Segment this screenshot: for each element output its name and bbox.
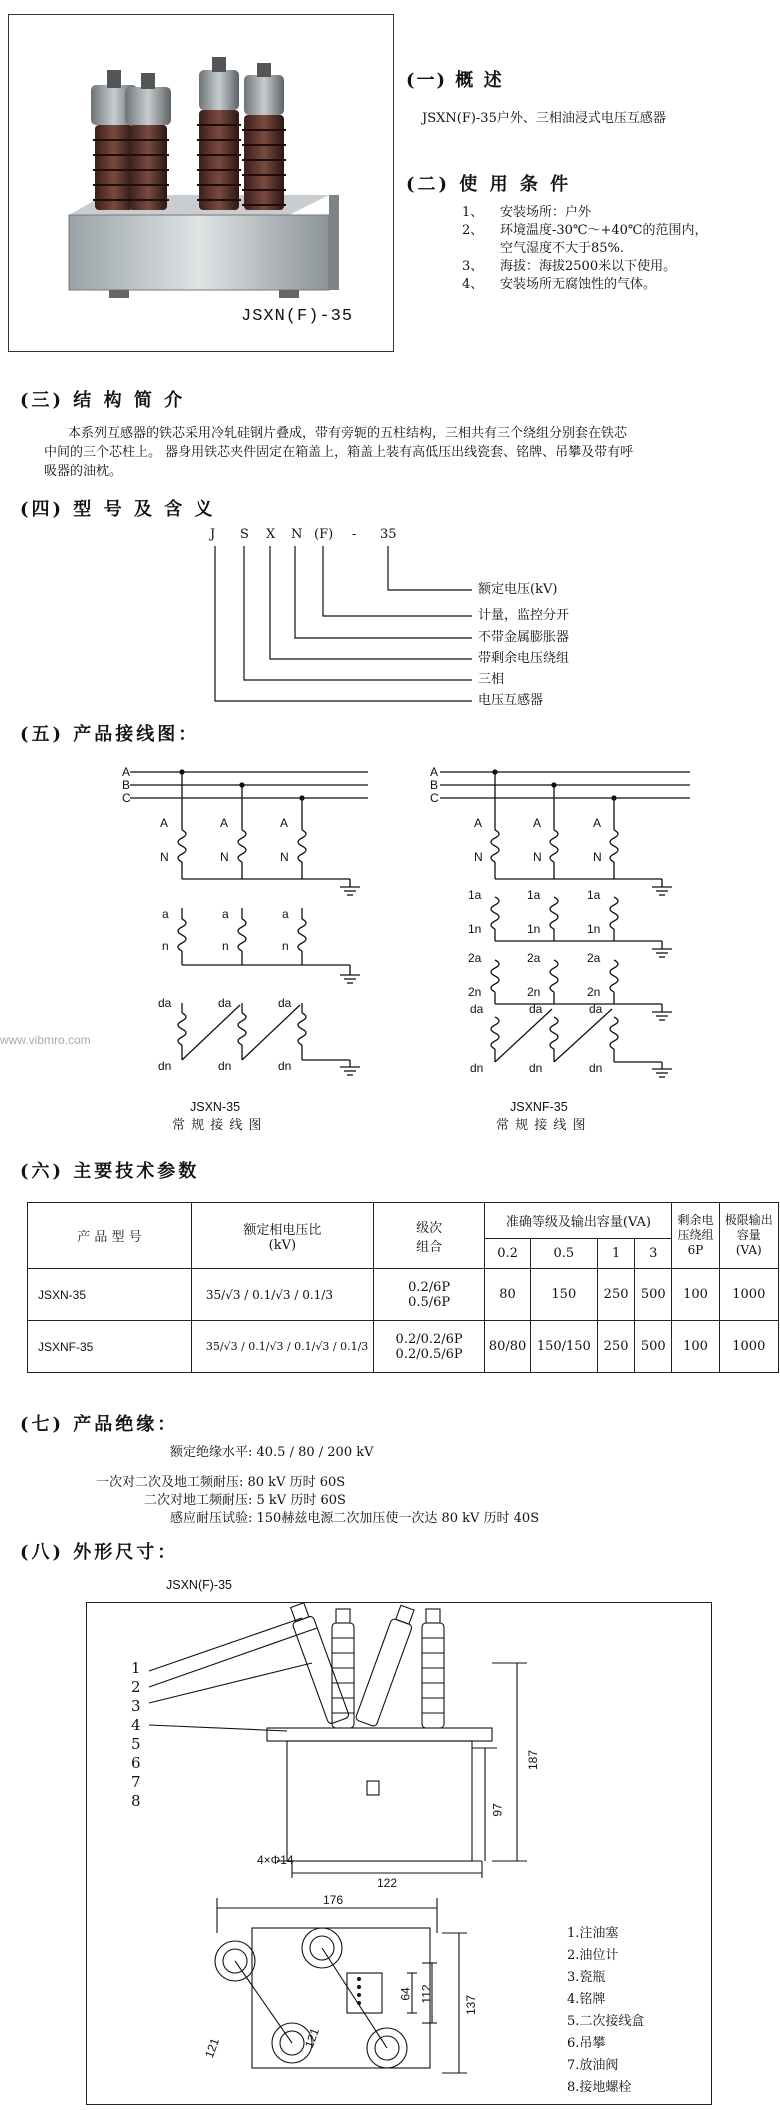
wiring-diagrams (0, 755, 780, 1145)
dim-121-a: 121 (202, 2036, 223, 2060)
header-residual: 剩余电压绕组 6P (672, 1203, 719, 1269)
right-sec1-a: 1a (527, 888, 541, 902)
left-secondary-a: a (222, 907, 229, 921)
section5-heading: (五) 产品接线图： (20, 724, 200, 745)
col-0-5: 0.5 (530, 1239, 597, 1269)
section3-heading: (三) 结 构 简 介 (20, 390, 186, 411)
left-primary-a: A (220, 816, 229, 830)
watermark: www.vibmro.com (0, 1033, 91, 1047)
meaning-metering: 计量，监控分开 (478, 608, 570, 623)
letter-x: X (266, 527, 276, 542)
dim-137: 137 (464, 1994, 479, 2016)
spec-table (27, 1202, 779, 1373)
condition-item: 3、 海拔：海拔2500米以下使用。 (462, 259, 677, 274)
legend-item: 7.放油阀 (567, 2058, 619, 2073)
right-sec2-a: 2a (468, 951, 482, 965)
letter-n: N (291, 527, 303, 542)
dim-122: 122 (377, 1876, 398, 1890)
right-sec1-n: 1n (527, 922, 541, 936)
structure-para-1: 本系列互感器的铁芯采用冷轧硅钢片叠成，带有旁轭的五柱结构，三相共有三个绕组分别套在铁芯 (68, 426, 628, 441)
meaning-residual: 带剩余电压绕组 (478, 651, 570, 666)
meaning-rated-voltage: 额定电压(kV) (478, 582, 558, 597)
header-model: 产 品 型 号 (28, 1203, 192, 1269)
right-sec2-n: 2n (527, 985, 541, 999)
section2-heading: (二) 使 用 条 件 (406, 174, 572, 195)
parts-legend (567, 1923, 644, 2099)
header-limit: 极限输出容量 (VA) (719, 1203, 778, 1269)
phase-b-label: B (430, 778, 439, 792)
legend-item: 6.吊攀 (567, 2036, 606, 2051)
dim-64: 64 (398, 1987, 413, 2001)
left-primary-a: A (280, 816, 289, 830)
dim-holes: 4×Φ14 (257, 1853, 294, 1867)
right-sec1-a: 1a (587, 888, 601, 902)
condition-item: 空气湿度不大于85%. (500, 241, 625, 256)
left-primary-n: N (160, 850, 169, 864)
legend-item: 5.二次接线盒 (567, 2014, 645, 2029)
phase-c-label: C (430, 791, 439, 805)
left-diagram-title: JSXN-35 (190, 1100, 241, 1114)
left-residual-dn: dn (158, 1059, 172, 1073)
induced-test: 感应耐压试验: 150赫兹电源二次加压使一次达 80 kV 历时 40S (170, 1511, 540, 1526)
header-accuracy: 准确等级及输出容量(VA) (485, 1203, 672, 1239)
section1-text: JSXN(F)-35户外、三相油浸式电压互感器 (422, 111, 666, 126)
right-sec1-a: 1a (468, 888, 482, 902)
right-primary-n: N (474, 850, 483, 864)
structure-para-2: 中间的三个芯柱上。 器身用铁芯夹件固定在箱盖上，箱盖上装有高低压出线瓷套、铭牌、吊攀及带有呼 (44, 445, 634, 460)
left-residual-da: da (218, 996, 232, 1010)
section8-heading: (八) 外形尺寸： (20, 1542, 179, 1563)
transformer-photo (9, 15, 392, 350)
right-residual-da: da (589, 1002, 603, 1016)
section6-heading: (六) 主要技术参数 (20, 1161, 200, 1182)
right-primary-a: A (533, 816, 542, 830)
left-residual-da: da (158, 996, 172, 1010)
outline-model: JSXN(F)-35 (166, 1578, 232, 1592)
meaning-no-expander: 不带金属膨胀器 (478, 630, 570, 645)
legend-item: 8.接地螺栓 (567, 2080, 632, 2095)
left-secondary-a: a (282, 907, 289, 921)
part-numbers: 1 2 3 4 5 6 7 8 (131, 1659, 141, 1810)
section1-heading: (一) 概 述 (406, 70, 504, 91)
right-diagram-subtitle: 常 规 接 线 图 (496, 1118, 587, 1133)
right-residual-dn: dn (529, 1061, 543, 1075)
left-residual-da: da (278, 996, 292, 1010)
left-secondary-n: n (222, 939, 229, 953)
right-sec2-n: 2n (468, 985, 482, 999)
conditions-list (462, 204, 707, 294)
letter-f: (F) (314, 527, 334, 542)
right-sec2-n: 2n (587, 985, 601, 999)
letter-j: J (210, 527, 216, 542)
letter-35: 35 (380, 527, 397, 542)
condition-item: 2、 环境温度-30℃～+40℃的范围内， (462, 223, 708, 238)
header-class: 级次 组合 (373, 1203, 485, 1269)
right-primary-a: A (593, 816, 602, 830)
right-primary-n: N (593, 850, 602, 864)
right-residual-da: da (529, 1002, 543, 1016)
structure-para-3: 吸器的油枕。 (44, 464, 123, 479)
legend-item: 3.瓷瓶 (567, 1970, 606, 1985)
col-3: 3 (635, 1239, 672, 1269)
meaning-vt: 电压互感器 (478, 693, 544, 708)
section7-heading: (七) 产品绝缘： (20, 1414, 179, 1435)
col-0-2: 0.2 (485, 1239, 530, 1269)
left-secondary-n: n (162, 939, 169, 953)
left-secondary-n: n (282, 939, 289, 953)
left-diagram-subtitle: 常 规 接 线 图 (172, 1118, 263, 1133)
letter-s: S (240, 527, 249, 542)
right-sec1-n: 1n (468, 922, 482, 936)
legend-item: 4.铭牌 (567, 1992, 606, 2007)
meaning-three-phase: 三相 (478, 672, 505, 687)
letter-dash: - (352, 527, 357, 542)
product-photo-frame (8, 14, 394, 352)
right-residual-dn: dn (470, 1061, 484, 1075)
right-primary-n: N (533, 850, 542, 864)
dim-187: 187 (526, 1749, 541, 1771)
phase-a-label: A (122, 765, 131, 779)
phase-b-label: B (122, 778, 131, 792)
secondary-withstand: 二次对地工频耐压: 5 kV 历时 60S (144, 1493, 346, 1508)
insulation-level: 额定绝缘水平: 40.5 / 80 / 200 kV (170, 1445, 374, 1460)
left-residual-dn: dn (278, 1059, 292, 1073)
right-residual-da: da (470, 1002, 484, 1016)
dim-176: 176 (323, 1893, 344, 1907)
condition-item: 4、 安装场所无腐蚀性的气体。 (462, 277, 657, 292)
right-primary-a: A (474, 816, 483, 830)
left-residual-dn: dn (218, 1059, 232, 1073)
outline-drawing-frame (86, 1602, 712, 2105)
condition-item: 1、 安装场所：户外 (462, 205, 592, 220)
dim-121-b: 121 (302, 2026, 323, 2050)
section4-heading: (四) 型 号 及 含 义 (20, 499, 216, 520)
right-sec1-n: 1n (587, 922, 601, 936)
header-ratio: 额定相电压比 (kV) (191, 1203, 373, 1269)
right-diagram-title: JSXNF-35 (510, 1100, 568, 1114)
left-primary-n: N (280, 850, 289, 864)
phase-c-label: C (122, 791, 131, 805)
left-secondary-a: a (162, 907, 169, 921)
legend-item: 1.注油塞 (567, 1926, 619, 1941)
right-residual-dn: dn (589, 1061, 603, 1075)
primary-withstand: 一次对二次及地工频耐压: 80 kV 历时 60S (96, 1475, 346, 1490)
dim-97: 97 (490, 1803, 505, 1817)
right-sec2-a: 2a (587, 951, 601, 965)
phase-a-label: A (430, 765, 439, 779)
table-row: JSXNF-35 35/√3 / 0.1/√3 / 0.1/√3 / 0.1/3 0.2/0.2/6P 0.2/0.5/6P 80/80 150/150 250 500 100 1000 (28, 1321, 779, 1373)
left-primary-n: N (220, 850, 229, 864)
photo-caption: JSXN(F)-35 (241, 307, 354, 326)
left-primary-a: A (160, 816, 169, 830)
right-sec2-a: 2a (527, 951, 541, 965)
dim-112: 112 (419, 1984, 434, 2004)
legend-item: 2.油位计 (567, 1948, 619, 1963)
model-meaning-diagram (210, 526, 610, 716)
col-1: 1 (598, 1239, 635, 1269)
table-row: JSXN-35 35/√3 / 0.1/√3 / 0.1/3 0.2/6P 0.5/6P 80 150 250 500 100 1000 (28, 1269, 779, 1321)
